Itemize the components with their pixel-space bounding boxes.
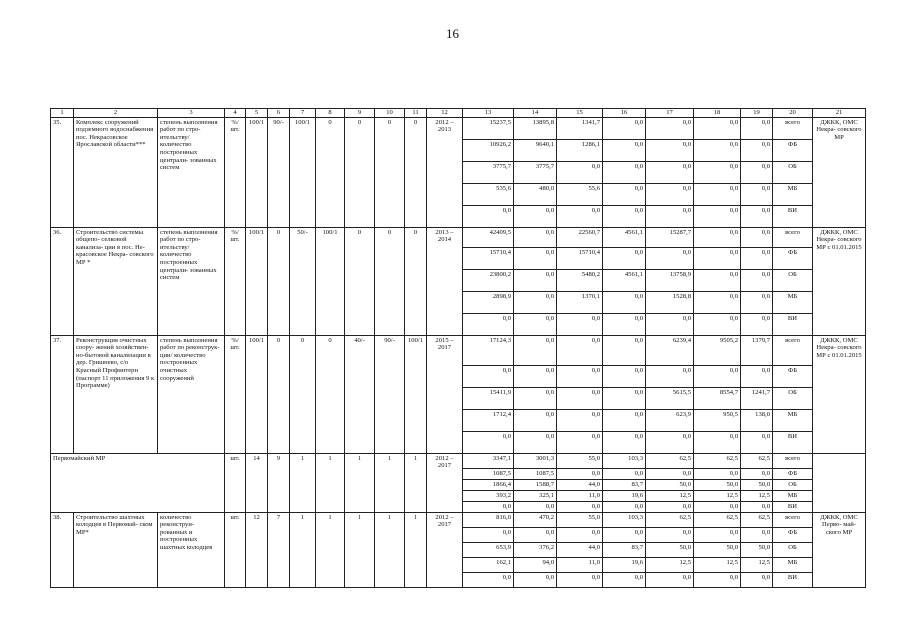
amount-cell: 50,0 bbox=[646, 479, 694, 490]
project-row bbox=[51, 117, 866, 139]
amount-cell: 0,0 bbox=[741, 572, 773, 587]
target-value: 90/- bbox=[268, 117, 290, 227]
header-cell: 14 bbox=[514, 109, 557, 118]
amount-cell: 0,0 bbox=[694, 468, 741, 479]
source-label: всего bbox=[773, 227, 813, 247]
amount-cell: 0,0 bbox=[514, 572, 557, 587]
project-indicator: степень выполнения работ по стро- ительству/ количество построенных централи- зованных систем bbox=[158, 117, 225, 227]
period-cell: 2012 – 2013 bbox=[427, 117, 463, 227]
amount-cell: 0,0 bbox=[557, 313, 603, 335]
amount-cell: 0,0 bbox=[603, 501, 646, 512]
unit-cell: шт. bbox=[225, 512, 246, 587]
project-number: 37. bbox=[51, 335, 74, 453]
amount-cell: 0,0 bbox=[741, 183, 773, 205]
amount-cell: 11,0 bbox=[557, 490, 603, 501]
source-label: ВИ bbox=[773, 313, 813, 335]
amount-cell: 0,0 bbox=[694, 501, 741, 512]
amount-cell: 1286,1 bbox=[557, 139, 603, 161]
amount-cell: 0,0 bbox=[646, 247, 694, 269]
header-cell: 15 bbox=[557, 109, 603, 118]
amount-cell: 0,0 bbox=[463, 501, 514, 512]
amount-cell: 0,0 bbox=[603, 205, 646, 227]
header-cell: 7 bbox=[290, 109, 316, 118]
header-cell: 13 bbox=[463, 109, 514, 118]
target-value: 9 bbox=[268, 453, 290, 512]
amount-cell: 3775,7 bbox=[514, 161, 557, 183]
project-number: 35. bbox=[51, 117, 74, 227]
amount-cell: 0,0 bbox=[603, 313, 646, 335]
project-name: Реконструкция очистных соору- жений хозяйствен- но-бытовой канализации в дер. Гришнево, с/о Красный Профинтерн (паспорт 11 приложения 9 к Программе) bbox=[74, 335, 158, 453]
amount-cell: 0,0 bbox=[646, 501, 694, 512]
target-value: 0 bbox=[375, 227, 405, 335]
unit-cell: %/ шт. bbox=[225, 335, 246, 453]
amount-cell: 0,0 bbox=[557, 205, 603, 227]
amount-cell: 0,0 bbox=[514, 247, 557, 269]
amount-cell: 11,0 bbox=[557, 557, 603, 572]
header-row bbox=[51, 109, 866, 118]
amount-cell: 0,0 bbox=[694, 527, 741, 542]
project-number: 36. bbox=[51, 227, 74, 335]
unit-cell: %/ шт. bbox=[225, 117, 246, 227]
amount-cell: 50,0 bbox=[694, 542, 741, 557]
project-indicator: степень выполнения работ по реконструк- ции/ количество построенных очистных сооружений bbox=[158, 335, 225, 453]
amount-cell: 0,0 bbox=[741, 431, 773, 453]
amount-cell: 17124,3 bbox=[463, 335, 514, 365]
amount-cell: 0,0 bbox=[603, 291, 646, 313]
amount-cell: 62,5 bbox=[646, 453, 694, 468]
amount-cell: 4561,1 bbox=[603, 227, 646, 247]
amount-cell: 22560,7 bbox=[557, 227, 603, 247]
amount-cell: 0,0 bbox=[694, 227, 741, 247]
header-cell: 21 bbox=[813, 109, 866, 118]
period-cell: 2012 – 2017 bbox=[427, 453, 463, 512]
target-value: 90/- bbox=[375, 335, 405, 453]
amount-cell: 0,0 bbox=[557, 409, 603, 431]
amount-cell: 376,2 bbox=[514, 542, 557, 557]
amount-cell: 0,0 bbox=[463, 365, 514, 387]
amount-cell: 0,0 bbox=[514, 227, 557, 247]
source-label: ВИ bbox=[773, 572, 813, 587]
amount-cell: 0,0 bbox=[603, 247, 646, 269]
amount-cell: 480,0 bbox=[514, 183, 557, 205]
source-label: МБ bbox=[773, 490, 813, 501]
header-cell: 1 bbox=[51, 109, 74, 118]
amount-cell: 1087,5 bbox=[514, 468, 557, 479]
target-value: 0 bbox=[345, 227, 375, 335]
header-cell: 17 bbox=[646, 109, 694, 118]
amount-cell: 6239,4 bbox=[646, 335, 694, 365]
source-label: ФБ bbox=[773, 139, 813, 161]
amount-cell: 0,0 bbox=[741, 527, 773, 542]
district-name: Первомайский МР bbox=[51, 453, 225, 512]
target-value: 100/1 bbox=[290, 117, 316, 227]
target-value: 1 bbox=[375, 453, 405, 512]
amount-cell: 0,0 bbox=[557, 572, 603, 587]
amount-cell: 0,0 bbox=[603, 139, 646, 161]
executor-cell bbox=[813, 453, 866, 512]
amount-cell: 103,3 bbox=[603, 512, 646, 527]
amount-cell: 0,0 bbox=[646, 183, 694, 205]
amount-cell: 1087,5 bbox=[463, 468, 514, 479]
amount-cell: 83,7 bbox=[603, 479, 646, 490]
target-value: 40/- bbox=[345, 335, 375, 453]
amount-cell: 1370,1 bbox=[557, 291, 603, 313]
target-value: 12 bbox=[246, 512, 268, 587]
target-value: 50/- bbox=[290, 227, 316, 335]
source-label: ФБ bbox=[773, 527, 813, 542]
amount-cell: 0,0 bbox=[603, 161, 646, 183]
amount-cell: 50,0 bbox=[646, 542, 694, 557]
source-label: МБ bbox=[773, 183, 813, 205]
amount-cell: 0,0 bbox=[603, 365, 646, 387]
unit-cell: шт. bbox=[225, 453, 246, 512]
amount-cell: 0,0 bbox=[646, 365, 694, 387]
target-value: 1 bbox=[405, 512, 427, 587]
amount-cell: 0,0 bbox=[646, 527, 694, 542]
project-row bbox=[51, 453, 866, 468]
amount-cell: 0,0 bbox=[514, 365, 557, 387]
target-value: 100/1 bbox=[316, 227, 345, 335]
header-cell: 2 bbox=[74, 109, 158, 118]
target-value: 0 bbox=[375, 117, 405, 227]
target-value: 1 bbox=[290, 453, 316, 512]
amount-cell: 393,2 bbox=[463, 490, 514, 501]
target-value: 0 bbox=[268, 227, 290, 335]
amount-cell: 13758,9 bbox=[646, 269, 694, 291]
source-label: ФБ bbox=[773, 365, 813, 387]
amount-cell: 0,0 bbox=[694, 205, 741, 227]
amount-cell: 325,1 bbox=[514, 490, 557, 501]
source-label: всего bbox=[773, 512, 813, 527]
amount-cell: 50,0 bbox=[741, 542, 773, 557]
header-cell: 8 bbox=[316, 109, 345, 118]
header-cell: 11 bbox=[405, 109, 427, 118]
source-label: ВИ bbox=[773, 205, 813, 227]
amount-cell: 13895,8 bbox=[514, 117, 557, 139]
amount-cell: 0,0 bbox=[694, 313, 741, 335]
amount-cell: 15237,5 bbox=[463, 117, 514, 139]
amount-cell: 0,0 bbox=[557, 468, 603, 479]
source-label: МБ bbox=[773, 557, 813, 572]
amount-cell: 12,5 bbox=[694, 557, 741, 572]
project-number: 38. bbox=[51, 512, 74, 587]
amount-cell: 1588,7 bbox=[514, 479, 557, 490]
project-row bbox=[51, 512, 866, 527]
amount-cell: 0,0 bbox=[694, 572, 741, 587]
amount-cell: 0,0 bbox=[603, 409, 646, 431]
amount-cell: 0,0 bbox=[741, 501, 773, 512]
amount-cell: 3001,3 bbox=[514, 453, 557, 468]
period-cell: 2012 – 2017 bbox=[427, 512, 463, 587]
amount-cell: 0,0 bbox=[514, 387, 557, 409]
amount-cell: 12,5 bbox=[646, 490, 694, 501]
amount-cell: 0,0 bbox=[694, 117, 741, 139]
amount-cell: 0,0 bbox=[463, 205, 514, 227]
amount-cell: 44,0 bbox=[557, 542, 603, 557]
header-cell: 12 bbox=[427, 109, 463, 118]
amount-cell: 535,6 bbox=[463, 183, 514, 205]
amount-cell: 1379,7 bbox=[741, 335, 773, 365]
amount-cell: 1866,4 bbox=[463, 479, 514, 490]
source-label: МБ bbox=[773, 409, 813, 431]
amount-cell: 1712,4 bbox=[463, 409, 514, 431]
amount-cell: 0,0 bbox=[514, 269, 557, 291]
amount-cell: 0,0 bbox=[463, 572, 514, 587]
amount-cell: 0,0 bbox=[694, 269, 741, 291]
header-cell: 19 bbox=[741, 109, 773, 118]
amount-cell: 0,0 bbox=[741, 247, 773, 269]
amount-cell: 623,9 bbox=[646, 409, 694, 431]
header-cell: 5 bbox=[246, 109, 268, 118]
amount-cell: 50,0 bbox=[694, 479, 741, 490]
amount-cell: 0,0 bbox=[557, 387, 603, 409]
amount-cell: 0,0 bbox=[646, 313, 694, 335]
amount-cell: 470,2 bbox=[514, 512, 557, 527]
amount-cell: 0,0 bbox=[646, 161, 694, 183]
source-label: ВИ bbox=[773, 431, 813, 453]
amount-cell: 12,5 bbox=[741, 490, 773, 501]
amount-cell: 0,0 bbox=[603, 387, 646, 409]
header-cell: 6 bbox=[268, 109, 290, 118]
source-label: ОБ bbox=[773, 161, 813, 183]
amount-cell: 3775,7 bbox=[463, 161, 514, 183]
amount-cell: 0,0 bbox=[557, 431, 603, 453]
amount-cell: 950,5 bbox=[694, 409, 741, 431]
amount-cell: 42409,5 bbox=[463, 227, 514, 247]
amount-cell: 0,0 bbox=[646, 205, 694, 227]
source-label: ОБ bbox=[773, 269, 813, 291]
target-value: 14 bbox=[246, 453, 268, 512]
source-label: ОБ bbox=[773, 542, 813, 557]
amount-cell: 0,0 bbox=[603, 431, 646, 453]
amount-cell: 0,0 bbox=[603, 117, 646, 139]
amount-cell: 0,0 bbox=[603, 335, 646, 365]
amount-cell: 0,0 bbox=[557, 501, 603, 512]
source-label: МБ bbox=[773, 291, 813, 313]
amount-cell: 55,0 bbox=[557, 453, 603, 468]
header-cell: 10 bbox=[375, 109, 405, 118]
amount-cell: 19,6 bbox=[603, 557, 646, 572]
amount-cell: 23800,2 bbox=[463, 269, 514, 291]
project-indicator: количество реконструи- рованных и построенных шахтных колодцев bbox=[158, 512, 225, 587]
source-label: ФБ bbox=[773, 468, 813, 479]
amount-cell: 0,0 bbox=[603, 527, 646, 542]
amount-cell: 1341,7 bbox=[557, 117, 603, 139]
amount-cell: 0,0 bbox=[694, 365, 741, 387]
amount-cell: 653,9 bbox=[463, 542, 514, 557]
amount-cell: 0,0 bbox=[514, 527, 557, 542]
source-label: ОБ bbox=[773, 387, 813, 409]
amount-cell: 0,0 bbox=[694, 431, 741, 453]
header-cell: 20 bbox=[773, 109, 813, 118]
amount-cell: 0,0 bbox=[694, 291, 741, 313]
target-value: 100/1 bbox=[246, 117, 268, 227]
target-value: 100/1 bbox=[246, 335, 268, 453]
source-label: ФБ bbox=[773, 247, 813, 269]
amount-cell: 2898,9 bbox=[463, 291, 514, 313]
amount-cell: 0,0 bbox=[557, 365, 603, 387]
amount-cell: 0,0 bbox=[514, 291, 557, 313]
amount-cell: 162,1 bbox=[463, 557, 514, 572]
target-value: 1 bbox=[375, 512, 405, 587]
amount-cell: 0,0 bbox=[514, 431, 557, 453]
amount-cell: 0,0 bbox=[514, 313, 557, 335]
target-value: 1 bbox=[345, 512, 375, 587]
source-label: всего bbox=[773, 453, 813, 468]
source-label: ВИ bbox=[773, 501, 813, 512]
target-value: 1 bbox=[345, 453, 375, 512]
amount-cell: 0,0 bbox=[741, 468, 773, 479]
target-value: 0 bbox=[316, 117, 345, 227]
project-indicator: степень выполнения работ по стро- ительству/ количество построенных централи- зованных систем bbox=[158, 227, 225, 335]
amount-cell: 0,0 bbox=[741, 365, 773, 387]
executor-cell: ДЖКК, ОМС Перво- май- ского МР bbox=[813, 512, 866, 587]
period-cell: 2013 – 2014 bbox=[427, 227, 463, 335]
header-cell: 9 bbox=[345, 109, 375, 118]
amount-cell: 0,0 bbox=[694, 247, 741, 269]
amount-cell: 0,0 bbox=[694, 161, 741, 183]
program-table bbox=[50, 108, 866, 588]
amount-cell: 0,0 bbox=[741, 139, 773, 161]
amount-cell: 0,0 bbox=[646, 139, 694, 161]
amount-cell: 5480,2 bbox=[557, 269, 603, 291]
amount-cell: 0,0 bbox=[463, 431, 514, 453]
target-value: 0 bbox=[268, 335, 290, 453]
amount-cell: 0,0 bbox=[603, 572, 646, 587]
period-cell: 2015 – 2017 bbox=[427, 335, 463, 453]
amount-cell: 62,5 bbox=[741, 512, 773, 527]
project-name: Строительство системы общепо- селковой канализа- ции в пос. Не- красовское Некра- совского МР * bbox=[74, 227, 158, 335]
project-name: Строительство шахтных колодцев в Первомай- ском МР* bbox=[74, 512, 158, 587]
amount-cell: 0,0 bbox=[741, 269, 773, 291]
amount-cell: 10926,2 bbox=[463, 139, 514, 161]
source-label: всего bbox=[773, 335, 813, 365]
amount-cell: 4561,1 bbox=[603, 269, 646, 291]
target-value: 1 bbox=[290, 512, 316, 587]
page-number: 16 bbox=[446, 26, 459, 41]
target-value: 0 bbox=[316, 335, 345, 453]
amount-cell: 0,0 bbox=[557, 335, 603, 365]
amount-cell: 138,0 bbox=[741, 409, 773, 431]
project-name: Комплекс сооружений подземного водоснабжения пос. Некрасовское Ярославской области*** bbox=[74, 117, 158, 227]
amount-cell: 12,5 bbox=[694, 490, 741, 501]
amount-cell: 0,0 bbox=[514, 409, 557, 431]
amount-cell: 55,6 bbox=[557, 183, 603, 205]
target-value: 0 bbox=[405, 117, 427, 227]
amount-cell: 0,0 bbox=[694, 139, 741, 161]
source-label: ОБ bbox=[773, 479, 813, 490]
amount-cell: 55,0 bbox=[557, 512, 603, 527]
amount-cell: 62,5 bbox=[741, 453, 773, 468]
amount-cell: 0,0 bbox=[741, 291, 773, 313]
amount-cell: 94,0 bbox=[514, 557, 557, 572]
executor-cell: ДЖКК, ОМС Некра- совского МР с 01.01.2015 bbox=[813, 335, 866, 453]
executor-cell: ДЖКК, ОМС Некра- совского МР bbox=[813, 117, 866, 227]
amount-cell: 0,0 bbox=[694, 183, 741, 205]
unit-cell: %/ шт. bbox=[225, 227, 246, 335]
amount-cell: 0,0 bbox=[514, 335, 557, 365]
target-value: 100/1 bbox=[246, 227, 268, 335]
amount-cell: 0,0 bbox=[557, 161, 603, 183]
target-value: 0 bbox=[405, 227, 427, 335]
amount-cell: 0,0 bbox=[741, 205, 773, 227]
header-cell: 18 bbox=[694, 109, 741, 118]
target-value: 0 bbox=[290, 335, 316, 453]
amount-cell: 15710,4 bbox=[557, 247, 603, 269]
amount-cell: 15411,9 bbox=[463, 387, 514, 409]
amount-cell: 103,3 bbox=[603, 453, 646, 468]
target-value: 7 bbox=[268, 512, 290, 587]
amount-cell: 5615,5 bbox=[646, 387, 694, 409]
amount-cell: 12,5 bbox=[741, 557, 773, 572]
amount-cell: 0,0 bbox=[514, 205, 557, 227]
header-cell: 3 bbox=[158, 109, 225, 118]
source-label: всего bbox=[773, 117, 813, 139]
header-cell: 16 bbox=[603, 109, 646, 118]
amount-cell: 0,0 bbox=[741, 161, 773, 183]
amount-cell: 9640,1 bbox=[514, 139, 557, 161]
amount-cell: 0,0 bbox=[463, 527, 514, 542]
amount-cell: 62,5 bbox=[694, 512, 741, 527]
amount-cell: 0,0 bbox=[646, 572, 694, 587]
amount-cell: 50,0 bbox=[741, 479, 773, 490]
executor-cell: ДЖКК, ОМС Некра- совского МР с 01.01.2015 bbox=[813, 227, 866, 335]
amount-cell: 0,0 bbox=[741, 227, 773, 247]
amount-cell: 0,0 bbox=[646, 117, 694, 139]
target-value: 1 bbox=[316, 512, 345, 587]
amount-cell: 0,0 bbox=[463, 313, 514, 335]
amount-cell: 9505,2 bbox=[694, 335, 741, 365]
amount-cell: 83,7 bbox=[603, 542, 646, 557]
project-row bbox=[51, 335, 866, 365]
amount-cell: 1528,8 bbox=[646, 291, 694, 313]
target-value: 1 bbox=[316, 453, 345, 512]
amount-cell: 0,0 bbox=[514, 501, 557, 512]
target-value: 1 bbox=[405, 453, 427, 512]
amount-cell: 44,0 bbox=[557, 479, 603, 490]
amount-cell: 62,5 bbox=[694, 453, 741, 468]
target-value: 100/1 bbox=[405, 335, 427, 453]
header-cell: 4 bbox=[225, 109, 246, 118]
amount-cell: 0,0 bbox=[603, 183, 646, 205]
amount-cell: 0,0 bbox=[646, 431, 694, 453]
project-row bbox=[51, 227, 866, 247]
amount-cell: 62,5 bbox=[646, 512, 694, 527]
amount-cell: 0,0 bbox=[557, 527, 603, 542]
amount-cell: 12,5 bbox=[646, 557, 694, 572]
amount-cell: 19,6 bbox=[603, 490, 646, 501]
amount-cell: 8554,7 bbox=[694, 387, 741, 409]
amount-cell: 816,0 bbox=[463, 512, 514, 527]
amount-cell: 15710,4 bbox=[463, 247, 514, 269]
amount-cell: 1241,7 bbox=[741, 387, 773, 409]
amount-cell: 0,0 bbox=[741, 117, 773, 139]
amount-cell: 15287,7 bbox=[646, 227, 694, 247]
amount-cell: 0,0 bbox=[603, 468, 646, 479]
target-value: 0 bbox=[345, 117, 375, 227]
amount-cell: 0,0 bbox=[741, 313, 773, 335]
amount-cell: 0,0 bbox=[646, 468, 694, 479]
amount-cell: 3347,1 bbox=[463, 453, 514, 468]
